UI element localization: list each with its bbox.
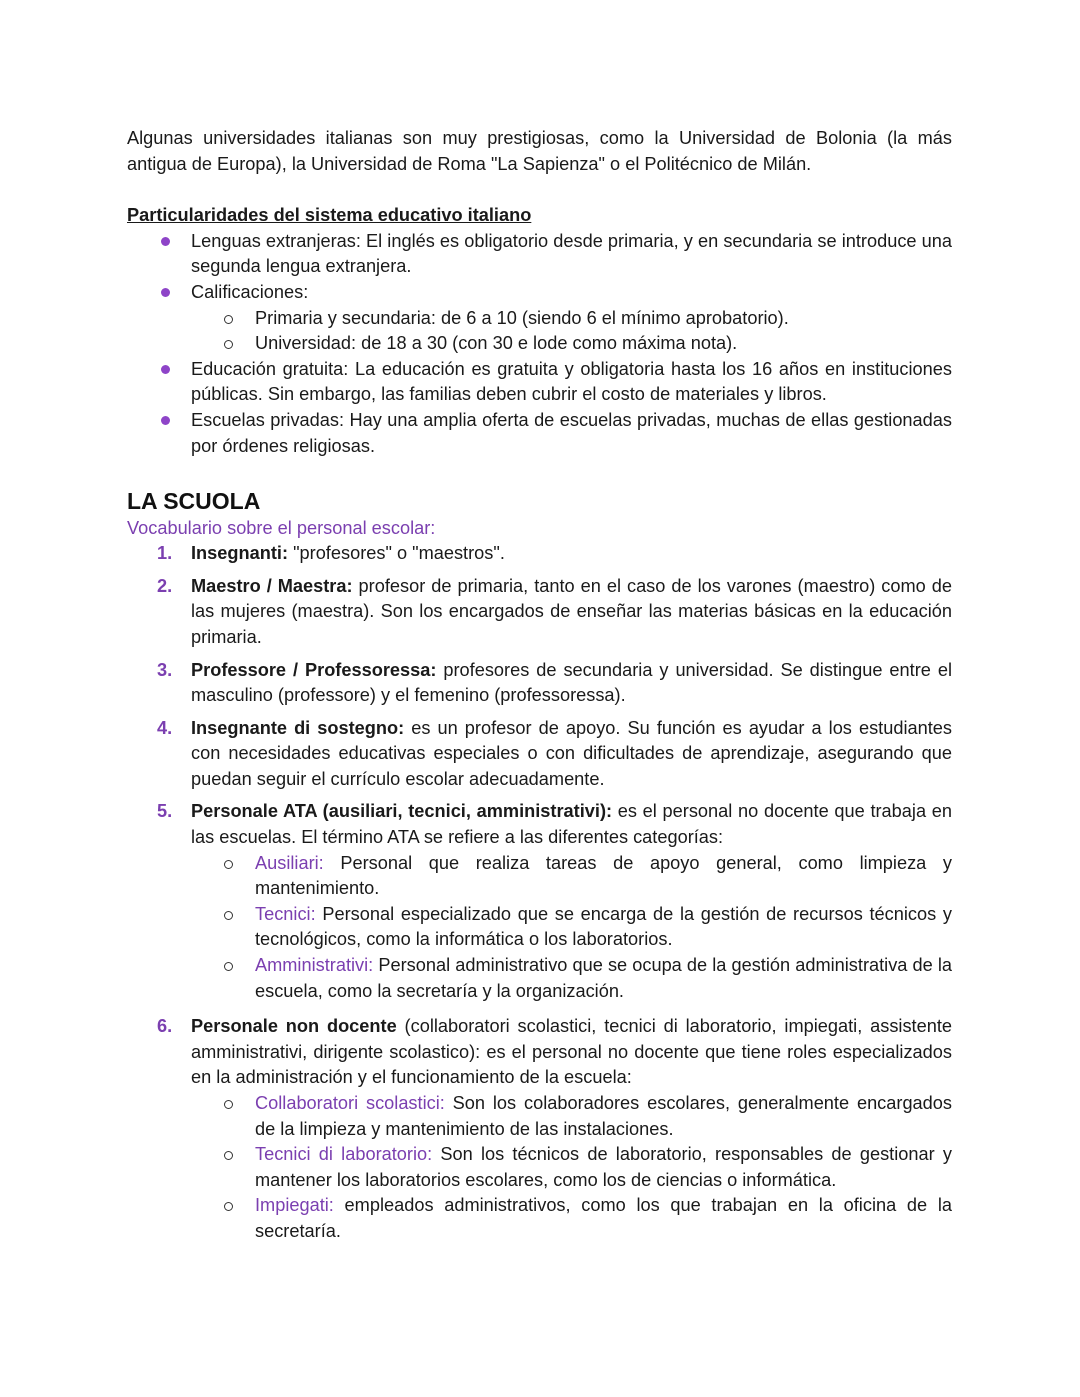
sublist-item: Ausiliari: Personal que realiza tareas de apoyo general, como limpieza y mantenimiento. bbox=[191, 851, 952, 902]
bullet-dot-icon bbox=[161, 288, 170, 297]
vocab-list bbox=[127, 541, 952, 1244]
list-item: Lenguas extranjeras: El inglés es obligatorio desde primaria, y en secundaria se introduce una segunda lengua extranjera. bbox=[127, 229, 952, 280]
sublist-item: Primaria y secundaria: de 6 a 10 (siendo 6 el mínimo aprobatorio). bbox=[127, 306, 952, 332]
bullet-circle-icon bbox=[224, 1202, 233, 1211]
sublist-item: Tecnici di laboratorio: Son los técnicos de laboratorio, responsables de gestionar y mantener los laboratorios escolares, como los de ciencias o informática. bbox=[191, 1142, 952, 1193]
bullet-dot-icon bbox=[161, 237, 170, 246]
document-content bbox=[127, 126, 952, 1252]
bullet-circle-icon bbox=[224, 340, 233, 349]
calificaciones-sublist bbox=[127, 306, 952, 357]
vocab-subtitle: Vocabulario sobre el personal escolar: bbox=[127, 518, 436, 539]
list-item: Educación gratuita: La educación es gratuita y obligatoria hasta los 16 años en instituciones públicas. Sin embargo, las familias deben cubrir el costo de materiales y libros. bbox=[127, 357, 952, 408]
particularidades-list bbox=[127, 229, 952, 459]
list-item: Calificaciones: Primaria y secundaria: de 6 a 10 (siendo 6 el mínimo aprobatorio). Universidad: de 18 a 30 (con 30 e lode como máxima nota). bbox=[127, 280, 952, 357]
bullet-dot-icon bbox=[161, 416, 170, 425]
vocab-item: 4. Insegnante di sostegno: es un profesor de apoyo. Su función es ayudar a los estudiantes con necesidades educativas especiales o con dificultades de aprendizaje, asegurando que puedan seguir el currículo escolar adecuadamente. bbox=[157, 717, 952, 789]
bullet-circle-icon bbox=[224, 315, 233, 324]
vocab-item: 5. Personale ATA (ausiliari, tecnici, amministrativi): es el personal no docente que trabaja en las escuelas. El término ATA se refiere a las diferentes categorías: Ausiliari: Personal que realiza tareas de apoyo general, como limpieza y mantenimiento. Tecnici: Personal especializado que se encarga de la gestión de recursos técnicos y tecnológicos, como la informática o los laboratorios. Amministrativi: Personal administrativo que se ocupa de la gestión administrativa de la escuela, como la secretaría y la organización. bbox=[127, 799, 952, 1004]
intro-paragraph: Algunas universidades italianas son muy prestigiosas, como la Universidad de Bolonia (la más antigua de Europa), la Universidad de Roma "La Sapienza" o el Politécnico de Milán. bbox=[127, 128, 952, 174]
section-title: Particularidades del sistema educativo italiano bbox=[127, 205, 532, 226]
bullet-circle-icon bbox=[224, 860, 233, 869]
sublist-item: Impiegati: empleados administrativos, como los que trabajan en la oficina de la secretaría. bbox=[191, 1193, 952, 1244]
sublist-item: Amministrativi: Personal administrativo que se ocupa de la gestión administrativa de la escuela, como la secretaría y la organización. bbox=[191, 953, 952, 1004]
sublist-item: Universidad: de 18 a 30 (con 30 e lode como máxima nota). bbox=[127, 331, 952, 357]
vocab-item: 2. Maestro / Maestra: profesor de primaria, tanto en el caso de los varones (maestro) como de las mujeres (maestra). Son los encargados de enseñar las materias básicas en la educación primaria. bbox=[157, 575, 952, 647]
bullet-circle-icon bbox=[224, 1100, 233, 1109]
sublist-item: Tecnici: Personal especializado que se encarga de la gestión de recursos técnicos y tecnológicos, como la informática o los laboratorios. bbox=[191, 902, 952, 953]
sublist-item: Collaboratori scolastici: Son los colaboradores escolares, generalmente encargados de la limpieza y mantenimiento de las instalaciones. bbox=[191, 1091, 952, 1142]
non-docente-sublist bbox=[191, 1091, 952, 1245]
vocab-item: 1. Insegnanti: "profesores" o "maestros". bbox=[157, 543, 505, 564]
vocab-item: 3. Professore / Professoressa: profesores de secundaria y universidad. Se distingue entre el masculino (professore) y el femenino (professoressa). bbox=[157, 659, 952, 706]
list-item: Escuelas privadas: Hay una amplia oferta de escuelas privadas, muchas de ellas gestionadas por órdenes religiosas. bbox=[127, 408, 952, 459]
ata-sublist bbox=[191, 851, 952, 1005]
la-scuola-heading: LA SCUOLA bbox=[127, 488, 261, 515]
bullet-circle-icon bbox=[224, 1151, 233, 1160]
bullet-circle-icon bbox=[224, 911, 233, 920]
bullet-circle-icon bbox=[224, 962, 233, 971]
bullet-dot-icon bbox=[161, 365, 170, 374]
vocab-item: 6. Personale non docente (collaboratori scolastici, tecnici di laboratorio, impiegati, assistente amministrativi, dirigente scolastico): es el personal no docente que tiene roles especializados en la administración y el funcionamiento de la escuela: Collaboratori scolastici: Son los colaboradores escolares, generalmente encargados de la limpieza y mantenimiento de las instalaciones. Tecnici di laboratorio: Son los técnicos de laboratorio, responsables de gestionar y mantener los laboratorios escolares, como los de ciencias o informática. Impiegati: empleados administrativos, como los que trabajan en la oficina de la secretaría. bbox=[127, 1014, 952, 1244]
